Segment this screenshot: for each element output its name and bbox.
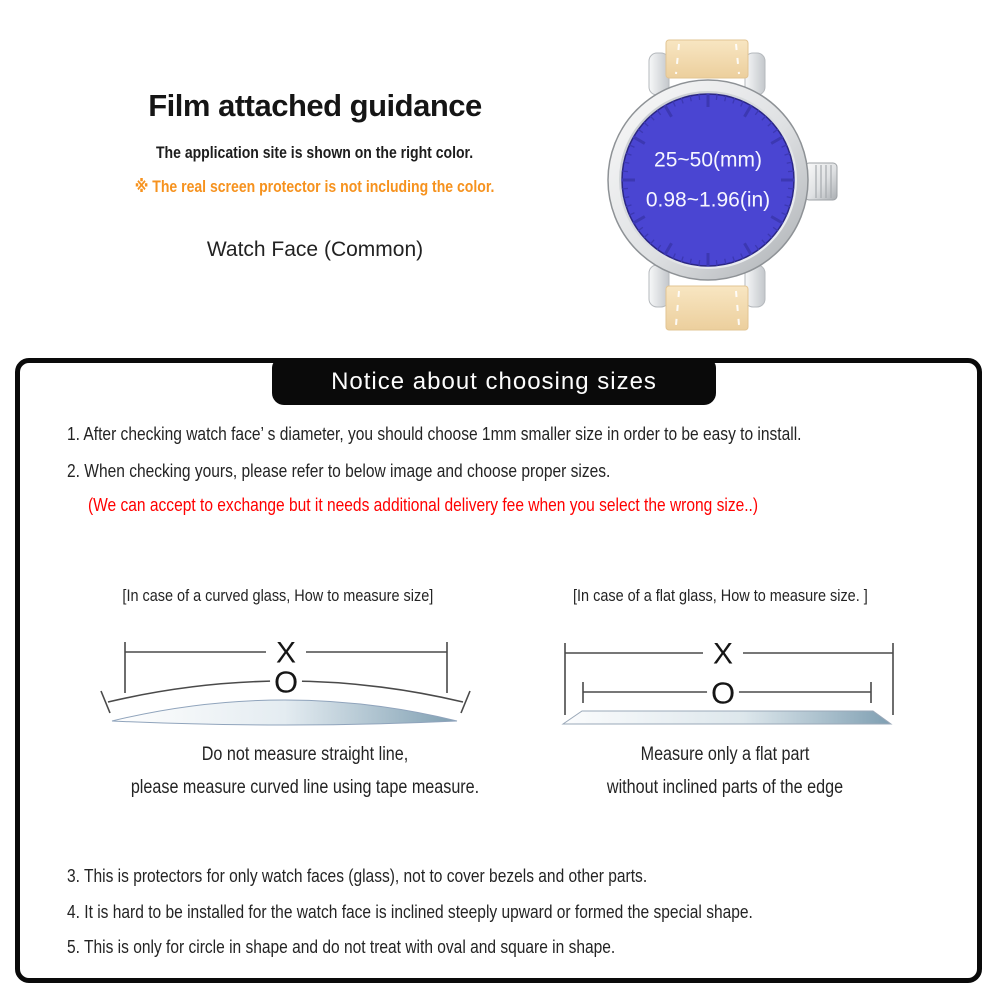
curved-glass-caption bbox=[85, 738, 525, 804]
flat-wrong-mark: X bbox=[712, 637, 734, 671]
page-title: Film attached guidance bbox=[148, 88, 482, 123]
curved-glass-shape bbox=[112, 700, 457, 725]
flat-glass-label bbox=[500, 586, 940, 606]
curved-right-mark: O bbox=[273, 664, 299, 700]
watch-face-label: Watch Face (Common) bbox=[206, 238, 424, 261]
flat-glass-label-text: [In case of a flat glass, How to measure size. ] bbox=[572, 586, 868, 605]
intro-warning-text bbox=[135, 177, 495, 197]
notice-item-3 bbox=[67, 865, 758, 887]
dial-size-in: 0.98~1.96(in) bbox=[645, 188, 771, 212]
notice-box bbox=[15, 358, 982, 983]
exchange-note-text: (We can accept to exchange but it needs additional delivery fee when you select the wrong size..) bbox=[88, 494, 759, 515]
notice-item-1-text: 1. After checking watch face’ s diameter, you should choose 1mm smaller size in order to be easy to install. bbox=[67, 423, 802, 444]
reference-mark-icon: ※ bbox=[135, 177, 149, 196]
watch-dial bbox=[622, 94, 794, 266]
curved-caption-line2: please measure curved line using tape measure. bbox=[130, 777, 480, 798]
notice-item-2-text: 2. When checking yours, please refer to below image and choose proper sizes. bbox=[67, 460, 611, 481]
flat-glass-caption bbox=[505, 738, 945, 804]
exchange-note bbox=[88, 494, 886, 516]
notice-item-5-text: 5. This is only for circle in shape and do not treat with oval and square in shape. bbox=[67, 936, 616, 957]
watch-crown bbox=[805, 163, 837, 200]
intro-subtitle-text: The application site is shown on the right color. bbox=[156, 144, 474, 162]
notice-item-3-text: 3. This is protectors for only watch faces (glass), not to cover bezels and other parts. bbox=[67, 865, 648, 886]
flat-caption-line2: without inclined parts of the edge bbox=[606, 777, 844, 798]
curved-glass-label bbox=[58, 586, 498, 606]
flat-right-mark: O bbox=[710, 675, 736, 711]
notice-item-4 bbox=[67, 901, 884, 923]
intro-warning bbox=[60, 177, 570, 197]
curved-caption-line1: Do not measure straight line, bbox=[201, 744, 409, 765]
intro-subtitle bbox=[60, 144, 570, 163]
watch-case bbox=[608, 80, 808, 280]
notice-item-1 bbox=[67, 423, 941, 445]
dial-size-mm: 25~50(mm) bbox=[654, 148, 762, 172]
notice-title: Notice about choosing sizes bbox=[272, 358, 716, 405]
notice-item-5 bbox=[67, 936, 720, 958]
flat-glass-shape bbox=[563, 711, 891, 724]
flat-glass-diagram bbox=[545, 635, 905, 740]
notice-item-2 bbox=[67, 460, 714, 482]
warning-text: The real screen protector is not including the color. bbox=[152, 178, 495, 196]
curved-wrong-mark: X bbox=[275, 636, 297, 670]
flat-caption-line1: Measure only a flat part bbox=[640, 744, 810, 765]
curved-glass-label-text: [In case of a curved glass, How to measure size] bbox=[122, 586, 434, 605]
curved-glass-diagram bbox=[95, 635, 475, 740]
notice-item-4-text: 4. It is hard to be installed for the watch face is inclined steeply upward or formed the special shape. bbox=[67, 901, 753, 922]
watch-illustration bbox=[595, 28, 845, 338]
